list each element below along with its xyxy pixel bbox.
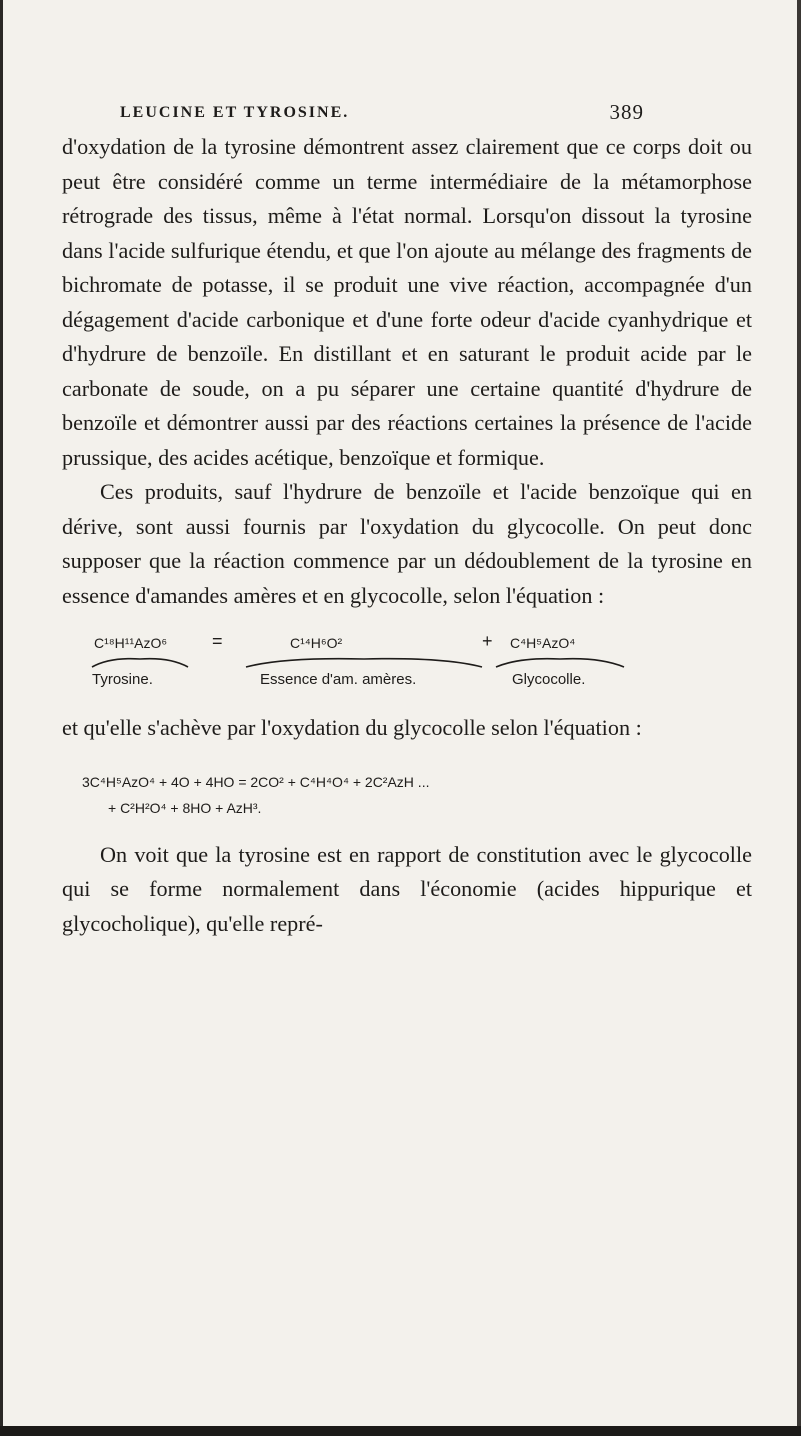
equation-glycocolle-oxidation: [62, 760, 752, 830]
brace-essence: [244, 655, 484, 669]
paragraph-1: d'oxydation de la tyrosine démontrent assez clairement que ce corps doit ou peut être considéré comme un terme intermédiaire de la métamorphose rétrograde des tissus, même à l'état normal. Lorsqu'on dissout la tyrosine dans l'acide sulfurique étendu, et que l'on ajoute au mélange des fragments de bichromate de potasse, il se produit une vive réaction, accompagnée d'un dégagement d'acide carbonique et d'une forte odeur d'acide cyanhydrique et d'hydrure de benzoïle. En distillant et en saturant le produit acide par le carbonate de soude, on a pu séparer une certaine quantité d'hydrure de benzoïle et démontrer aussi par des réactions certaines la présence de l'acide prussique, des acides acétique, benzoïque et formique.: [62, 134, 752, 470]
paragraph-3: et qu'elle s'achève par l'oxydation du glycocolle selon l'équation :: [62, 715, 642, 740]
equation-line-2: + C²H²O⁴ + 8HO + AzH³.: [108, 799, 262, 816]
equation-term-glycocolle: C⁴H⁵AzO⁴: [510, 635, 576, 651]
page-left-edge: [0, 0, 3, 1436]
brace-glycocolle: [494, 655, 626, 669]
equation-plus: +: [482, 631, 493, 651]
page-right-edge: [797, 0, 801, 1436]
equation-tyrosine-split: [62, 625, 752, 705]
page-bottom-edge: [0, 1426, 801, 1436]
page-header: [62, 96, 752, 130]
label-tyrosine: Tyrosine.: [92, 671, 153, 688]
equation-term-tyrosine: C¹⁸H¹¹AzO⁶: [94, 635, 168, 651]
equation-line-1: 3C⁴H⁵AzO⁴ + 4O + 4HO = 2CO² + C⁴H⁴O⁴ + 2C²AzH ...: [82, 773, 430, 790]
paragraph-4: On voit que la tyrosine est en rapport de constitution avec le glycocolle qui se forme normalement dans l'économie (acides hippurique et glycocholique), qu'elle repré-: [62, 841, 752, 936]
book-page: [62, 96, 752, 941]
page-number: 389: [609, 100, 644, 124]
equation-equals: =: [212, 631, 223, 651]
label-essence: Essence d'am. amères.: [260, 671, 417, 688]
label-glycocolle: Glycocolle.: [512, 671, 586, 688]
brace-tyrosine: [90, 655, 190, 669]
paragraph-2: Ces produits, sauf l'hydrure de benzoïle et l'acide benzoïque qui en dérive, sont aussi fournis par l'oxydation du glycocolle. On peut donc supposer que la réaction commence par un dédoublement de la tyrosine en essence d'amandes amères et en glycocolle, selon l'équation :: [62, 479, 752, 608]
equation-term-essence: C¹⁴H⁶O²: [290, 635, 343, 651]
running-title: LEUCINE ET TYROSINE.: [120, 104, 350, 121]
